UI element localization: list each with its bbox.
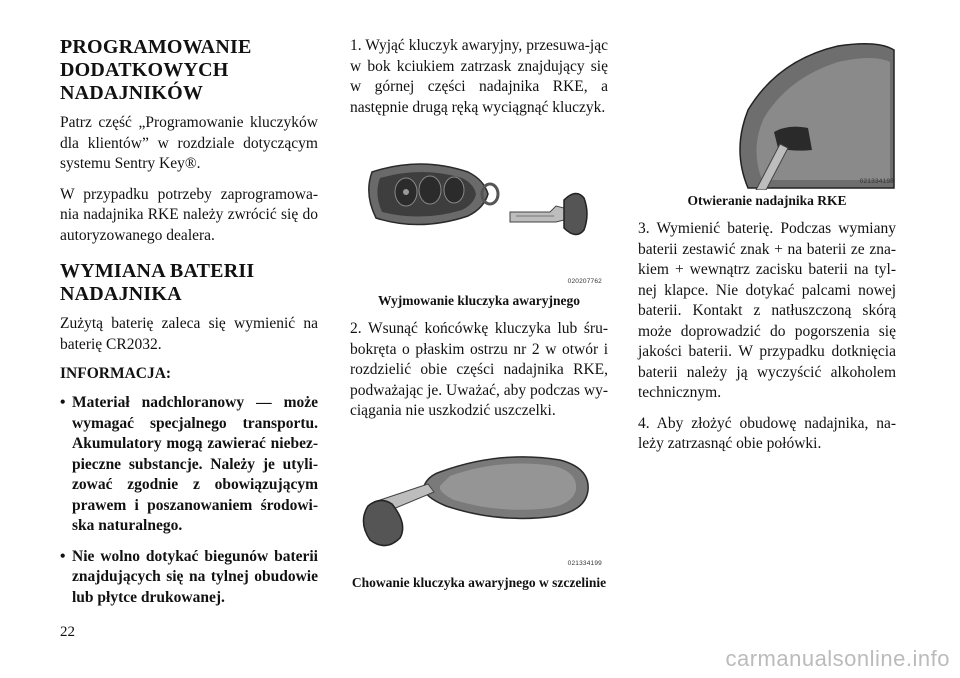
figure-remove-key (350, 128, 608, 290)
figure-code: 021334199 (567, 559, 602, 567)
paragraph-battery-type: Zużytą baterię zaleca się wymienić na baterię CR2032. (60, 315, 318, 353)
figure-caption: Otwieranie nadajnika RKE (687, 193, 847, 208)
bullet-icon: • (60, 394, 66, 411)
info-bullet-item (60, 393, 318, 537)
figure-open-transmitter (638, 40, 896, 190)
step-2-text: 2. Wsunąć końcówkę kluczyka lub śru-bokręta o płaskim ostrzu nr 2 w otwór i rozdzielić obie części nadajnika RKE, podważając je. Uważać, aby podczas wy-ciągania nie uszkodzić uszczelki. (350, 320, 608, 419)
info-bullet-list (60, 393, 318, 608)
figure-code: 020207762 (567, 278, 602, 285)
open-transmitter-illustration (638, 40, 896, 190)
info-bullet-text: Materiał nadchloranowy — może wymagać specjalnego transportu. Akumulatory mogą zawierać niebez-pieczne substancje. Należy je utyli-zować zgodnie z obowiązującym prawem i poszanowaniem środowi-ska naturalnego. (72, 394, 318, 534)
step-1-text: 1. Wyjąć kluczyk awaryjny, przesuwa-jąc w bok kciukiem zatrzask znajdujący się w górnej części nadajnika RKE, a następnie drugą ręką wyciągnąć kluczyk. (350, 37, 608, 116)
watermark: carmanualsonline.info (725, 646, 950, 671)
info-bullet-item (60, 547, 318, 609)
figure-code: 021334198 (859, 178, 894, 185)
page-number: 22 (60, 624, 75, 640)
step-3-text: 3. Wymienić baterię. Podczas wymiany baterii zestawić znak + na baterii ze zna-kiem + wewnątrz zacisku baterii na tyl-nej klapce. Nie dotykać palcami nowej baterii. Kontakt z natłuszczoną skórą może doprowadzić do pogorszenia się jakości baterii. W przypadku dotknięcia baterii należy ją wyczyścić alkoholem technicznym. (638, 220, 896, 401)
figure-insert-key (350, 442, 608, 572)
key-inserted-in-slot-illustration (350, 442, 608, 572)
info-bullet-text: Nie wolno dotykać biegunów baterii znajdujących się na tylnej obudowie lub płytce drukowanej. (72, 547, 318, 606)
paragraph-dealer: W przypadku potrzeby zaprogramowa-nia nadajnika RKE należy zwrócić się do autoryzowanego dealera. (60, 185, 318, 244)
paragraph-sentry-key: Patrz część „Programowanie kluczyków dla klientów” w rozdziale dotyczącym systemu Sentry Key®. (60, 114, 318, 172)
bullet-icon: • (60, 547, 66, 565)
middle-column (350, 36, 608, 601)
figure-caption: Chowanie kluczyka awaryjnego w szczelinie (351, 574, 607, 590)
left-column (60, 36, 318, 618)
info-heading: INFORMACJA: (60, 365, 172, 382)
step-4-text: 4. Aby złożyć obudowę nadajnika, na-leży zatrzasnąć obie połówki. (638, 414, 896, 452)
section-heading-programming: PROGRAMOWANIE DODATKOWYCH NADAJNIKÓW (60, 36, 252, 104)
right-column (638, 36, 896, 465)
figure-caption: Wyjmowanie kluczyka awaryjnego (378, 293, 580, 308)
key-fob-and-emergency-key-illustration (350, 128, 608, 290)
section-heading-battery: WYMIANA BATERII NADAJNIKA (60, 260, 255, 305)
